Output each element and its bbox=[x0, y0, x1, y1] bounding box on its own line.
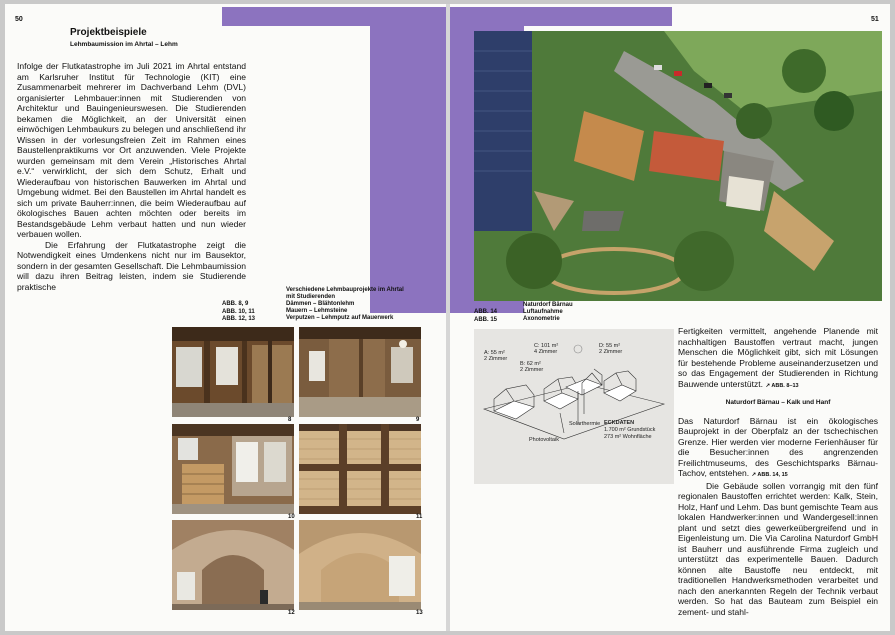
page-number-left: 50 bbox=[15, 16, 23, 23]
photovoltaik-label: Photovoltaik bbox=[529, 437, 559, 443]
photo-number: 13 bbox=[416, 610, 423, 616]
left-page bbox=[5, 4, 446, 631]
eckdaten-grundstueck: 1.700 m² Grundstück bbox=[604, 427, 656, 433]
caption-line: Dämmen – Blähtonlehm bbox=[286, 301, 355, 307]
figure-link[interactable]: ↗ ABB. 8–13 bbox=[765, 382, 799, 389]
unit-d-area: D: 55 m² bbox=[599, 343, 621, 349]
unit-a-rooms: 2 Zimmer bbox=[484, 356, 508, 362]
caption-line: Verputzen – Lehmputz auf Mauerwerk bbox=[286, 315, 394, 321]
photo-number: 9 bbox=[416, 417, 420, 423]
figure-ref: ABB. 15 bbox=[474, 316, 498, 323]
section-subheading: Naturdorf Bärnau – Kalk und Hanf bbox=[725, 399, 831, 406]
photo-number: 11 bbox=[416, 514, 423, 520]
photo-plastered-arch bbox=[299, 520, 421, 610]
unit-c-area: C: 101 m² bbox=[534, 343, 559, 349]
heading-block bbox=[70, 28, 250, 50]
figure-link[interactable]: ↗ ABB. 14, 15 bbox=[751, 472, 788, 478]
photo-number: 12 bbox=[288, 610, 295, 616]
figure-references bbox=[474, 309, 497, 324]
axonometric-diagram bbox=[474, 329, 674, 484]
eckdaten-wohnflaeche: 273 m² Wohnfläche bbox=[604, 434, 652, 440]
photo-insulation-interior bbox=[172, 327, 294, 417]
aerial-photo-naturdorf bbox=[474, 31, 882, 301]
page-subheading: Lehmbaumission im Ahrtal – Lehm bbox=[70, 40, 178, 48]
caption-line: Luftaufnahme bbox=[523, 309, 563, 315]
paragraph: Die Erfahrung der Flutkatastrophe zeigt die Notwendigkeit eines Umdenkens nicht nur im Bausektor, sondern in der gesamten Gesellschaft. Die Lehmbaumission will dazu ihren Beitrag leisten, indem sie Studierende praktische bbox=[17, 239, 246, 292]
figure-ref: ABB. 12, 13 bbox=[222, 316, 256, 322]
solarthermie-label: Solarthermie bbox=[569, 421, 601, 427]
photo-number: 10 bbox=[288, 514, 295, 520]
caption-line: mit Studierenden bbox=[286, 294, 336, 300]
paragraph-text: Das Naturdorf Bärnau ist ein ökologisches Bauprojekt in der Oberpfalz an der tschechischen Grenze. Hier werden vier moderne Ferienhäuser für die Besucher:innen des angrenzenden Freilichtmuseums, des Geschichtsparks Bärnau-Tachov, entstehen. bbox=[678, 415, 878, 478]
photo-clay-bricks-stack bbox=[172, 424, 294, 514]
eckdaten-title: ECKDATEN bbox=[604, 420, 635, 426]
figure-caption-14-15 bbox=[523, 302, 673, 323]
main-text-right bbox=[678, 326, 878, 617]
figure-ref: ABB. 10, 11 bbox=[222, 308, 255, 315]
photo-number: 8 bbox=[288, 417, 292, 423]
caption-line: Verschiedene Lehmbauprojekte im Ahrtal bbox=[286, 287, 404, 293]
figure-references bbox=[222, 301, 255, 324]
photo-vaulted-cellar bbox=[172, 520, 294, 610]
unit-b-rooms: 2 Zimmer bbox=[520, 367, 544, 373]
figure-ref: ABB. 8, 9 bbox=[222, 301, 249, 307]
page-number-right: 51 bbox=[871, 16, 879, 23]
unit-d-rooms: 2 Zimmer bbox=[599, 349, 623, 355]
paragraph: Die Gebäude sollen vorrangig mit den fünf regionalen Baustoffen errichtet werden: Kalk, Stein, Holz, Hanf und Lehm. Das bunt gemischte Team aus lokalen Handwerker:innen und Wandergesell:innen plant und setzt dies gewerkeübergreifend und in Eigenleistung um. Die Via Carolina Naturdorf GmbH ist Bauherr und ausführende Firma zugleich und unterstützt das experimentelle Bauen. Dadurch können alte Baustoffe neu entdeckt, mit traditionellen Handwerksmethoden verarbeitet und nach den anerkannten Regeln der Technik verbaut werden. So hat das Bauteam zum Beispiel ein zement- und stahl- bbox=[678, 480, 878, 617]
main-text-left bbox=[17, 61, 246, 292]
unit-b-area: B: 62 m² bbox=[520, 361, 541, 367]
caption-line: Naturdorf Bärnau bbox=[523, 302, 573, 308]
paragraph: Infolge der Flutkatastrophe im Juli 2021 im Ahrtal entstand am Karlsruher Institut für Technologie (KIT) eine Zusammenarbeit mehrerer im Dachverband Lehm (DVL) organisierter Lehmbauer:innen mit Studierenden von Architektur und Bauingenieurswesen. Die Studierenden bekamen die Möglichkeit, an der Universität einen einwöchigen Lehmbaukurs zu belegen und anschließend ihr Wissen in der vorlesungsfreien Zeit im Rahmen eines Baustellenpraktikums vor Ort anzuwenden. Viele Projekte wurden gemeinsam mit dem Verein „Historisches Ahrtal e.V.“ verwirklicht, der sich dem Schutz, Erhalt und Wiederaufbau von historischen Bauwerken im Ahrtal und Umgebung widmet. Bei den Baustellen im Ahrtal handelt es sich um private Bauherr:innen, die beim Wiederaufbau auf ökologisches Bauen achten möchten oder bereits im Bestandsgebäude Lehm verbaut hatten und nun wieder verbauen wollen. bbox=[17, 61, 246, 239]
accent-column bbox=[370, 7, 446, 313]
photo-clay-insulation-room bbox=[299, 327, 421, 417]
figure-ref: ABB. 14 bbox=[474, 309, 498, 315]
unit-c-rooms: 4 Zimmer bbox=[534, 349, 558, 355]
paragraph bbox=[678, 416, 878, 481]
right-page bbox=[450, 4, 890, 631]
photo-timber-frame-wall bbox=[299, 424, 421, 514]
paragraph-text: Fertigkeiten vermittelt, angehende Planende mit nachhaltigen Baustoffen vertraut macht, jungen Menschen die Möglichkeit gibt, sich mit Lösungen für bestehende Probleme auseinanderzusetzen und so das Engagement der Studierenden in Richtung Bauwende unterstützt. bbox=[678, 326, 878, 389]
caption-line: Mauern – Lehmsteine bbox=[286, 308, 348, 314]
figure-caption-8-13 bbox=[286, 287, 436, 322]
caption-line: Axonometrie bbox=[523, 316, 560, 322]
paragraph bbox=[678, 326, 878, 391]
page-heading: Projektbeispiele bbox=[70, 27, 147, 38]
unit-a-area: A: 55 m² bbox=[484, 350, 505, 356]
